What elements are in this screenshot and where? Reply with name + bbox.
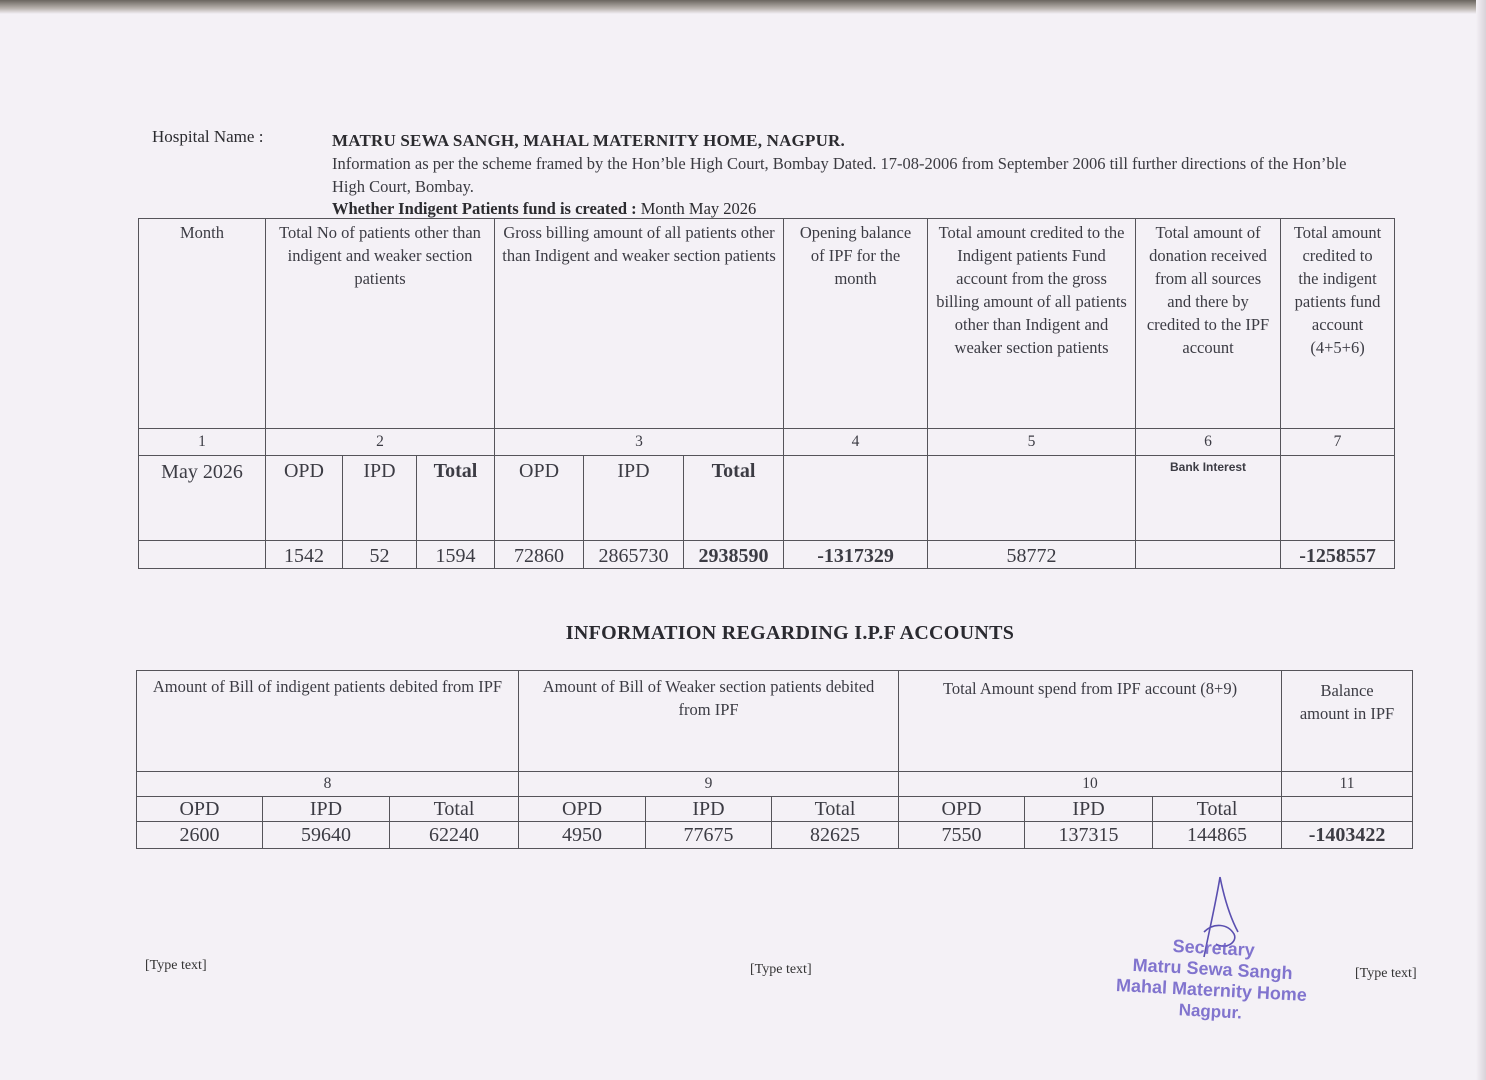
sub-opd: OPD [266,456,343,541]
patients-opd-value: 1542 [266,541,343,569]
fund-created-question: Whether Indigent Patients fund is created : [332,199,637,218]
column-number: 10 [899,772,1282,797]
sub-total: Total [390,797,519,822]
empty-cell [139,541,266,569]
fund-created-answer: Month May 2026 [640,199,757,218]
spend-total-value: 144865 [1153,822,1282,849]
bank-interest-label: Bank Interest [1136,456,1281,541]
header-gross-billing: Gross billing amount of all patients other than Indigent and weaker section patients [495,219,784,429]
column-number: 3 [495,429,784,456]
weaker-opd-value: 4950 [519,822,646,849]
footer-center-text: [Type text] [750,962,812,977]
month-cell: May 2026 [139,456,266,541]
column-number: 6 [1136,429,1281,456]
column-number: 1 [139,429,266,456]
indigent-opd-value: 2600 [137,822,263,849]
patients-ipd-value: 52 [343,541,417,569]
credited-value: 58772 [928,541,1136,569]
hospital-name-label: Hospital Name : [152,127,264,146]
ipf-accounts-table [136,670,1413,849]
column-number: 11 [1282,772,1413,797]
header-indigent-bill: Amount of Bill of indigent patients debited from IPF [137,671,519,772]
header-weaker-bill: Amount of Bill of Weaker section patients debited from IPF [519,671,899,772]
column-number: 9 [519,772,899,797]
sub-ipd: IPD [646,797,772,822]
section-title: INFORMATION REGARDING I.P.F ACCOUNTS [565,622,1015,644]
stamp-line: Mahal Maternity Home [1115,975,1308,1005]
footer-right-text: [Type text] [1355,966,1417,981]
header-month: Month [139,219,266,429]
indigent-total-value: 62240 [390,822,519,849]
page-right-edge [1476,0,1486,1080]
donation-value [1136,541,1281,569]
billing-total-value: 2938590 [684,541,784,569]
sub-ipd: IPD [263,797,390,822]
sub-ipd: IPD [1025,797,1153,822]
page-top-edge [0,0,1486,14]
header-total-spend: Total Amount spend from IPF account (8+9) [899,671,1282,772]
header-amount-credited: Total amount credited to the Indigent patients Fund account from the gross billing amount of all patients other than Indigent and weaker section patients [928,219,1136,429]
weaker-total-value: 82625 [772,822,899,849]
fund-created-line [332,199,756,219]
opening-balance-value: -1317329 [784,541,928,569]
sub-total: Total [1153,797,1282,822]
spend-ipd-value: 137315 [1025,822,1153,849]
sub-total: Total [417,456,495,541]
sub-total: Total [684,456,784,541]
patients-total-value: 1594 [417,541,495,569]
spend-opd-value: 7550 [899,822,1025,849]
column-number: 8 [137,772,519,797]
billing-ipd-value: 2865730 [584,541,684,569]
ipf-credit-table [138,218,1395,569]
sub-ipd: IPD [343,456,417,541]
secretary-stamp [1080,931,1344,1028]
header-patients: Total No of patients other than indigent and weaker section patients [266,219,495,429]
weaker-ipd-value: 77675 [646,822,772,849]
stamp-line: Matru Sewa Sangh [1132,954,1294,984]
footer-left-text: [Type text] [145,958,207,973]
hospital-name: MATRU SEWA SANGH, MAHAL MATERNITY HOME, NAGPUR. [332,131,845,150]
column-number: 5 [928,429,1136,456]
empty-cell [1282,797,1413,822]
empty-cell [928,456,1136,541]
sub-opd: OPD [137,797,263,822]
stamp-line: Secretary [1172,935,1256,961]
indigent-ipd-value: 59640 [263,822,390,849]
total-credited-value: -1258557 [1281,541,1395,569]
stamp-line: Nagpur. [1178,1000,1243,1023]
header-donation: Total amount of donation received from all sources and there by credited to the IPF account [1136,219,1281,429]
sub-opd: OPD [519,797,646,822]
scheme-info: Information as per the scheme framed by the Hon’ble High Court, Bombay Dated. 17-08-2006 from September 2006 till further directions of the Hon’ble High Court, Bombay. [332,154,1347,196]
sub-opd: OPD [899,797,1025,822]
sub-total: Total [772,797,899,822]
header-opening-balance: Opening balance of IPF for the month [784,219,928,429]
empty-cell [1281,456,1395,541]
empty-cell [784,456,928,541]
header-balance: Balance amount in IPF [1282,671,1413,772]
sub-opd: OPD [495,456,584,541]
column-number: 2 [266,429,495,456]
column-number: 7 [1281,429,1395,456]
column-number: 4 [784,429,928,456]
balance-value: -1403422 [1282,822,1413,849]
billing-opd-value: 72860 [495,541,584,569]
sub-ipd: IPD [584,456,684,541]
header-total-credited: Total amount credited to the indigent patients fund account (4+5+6) [1281,219,1395,429]
